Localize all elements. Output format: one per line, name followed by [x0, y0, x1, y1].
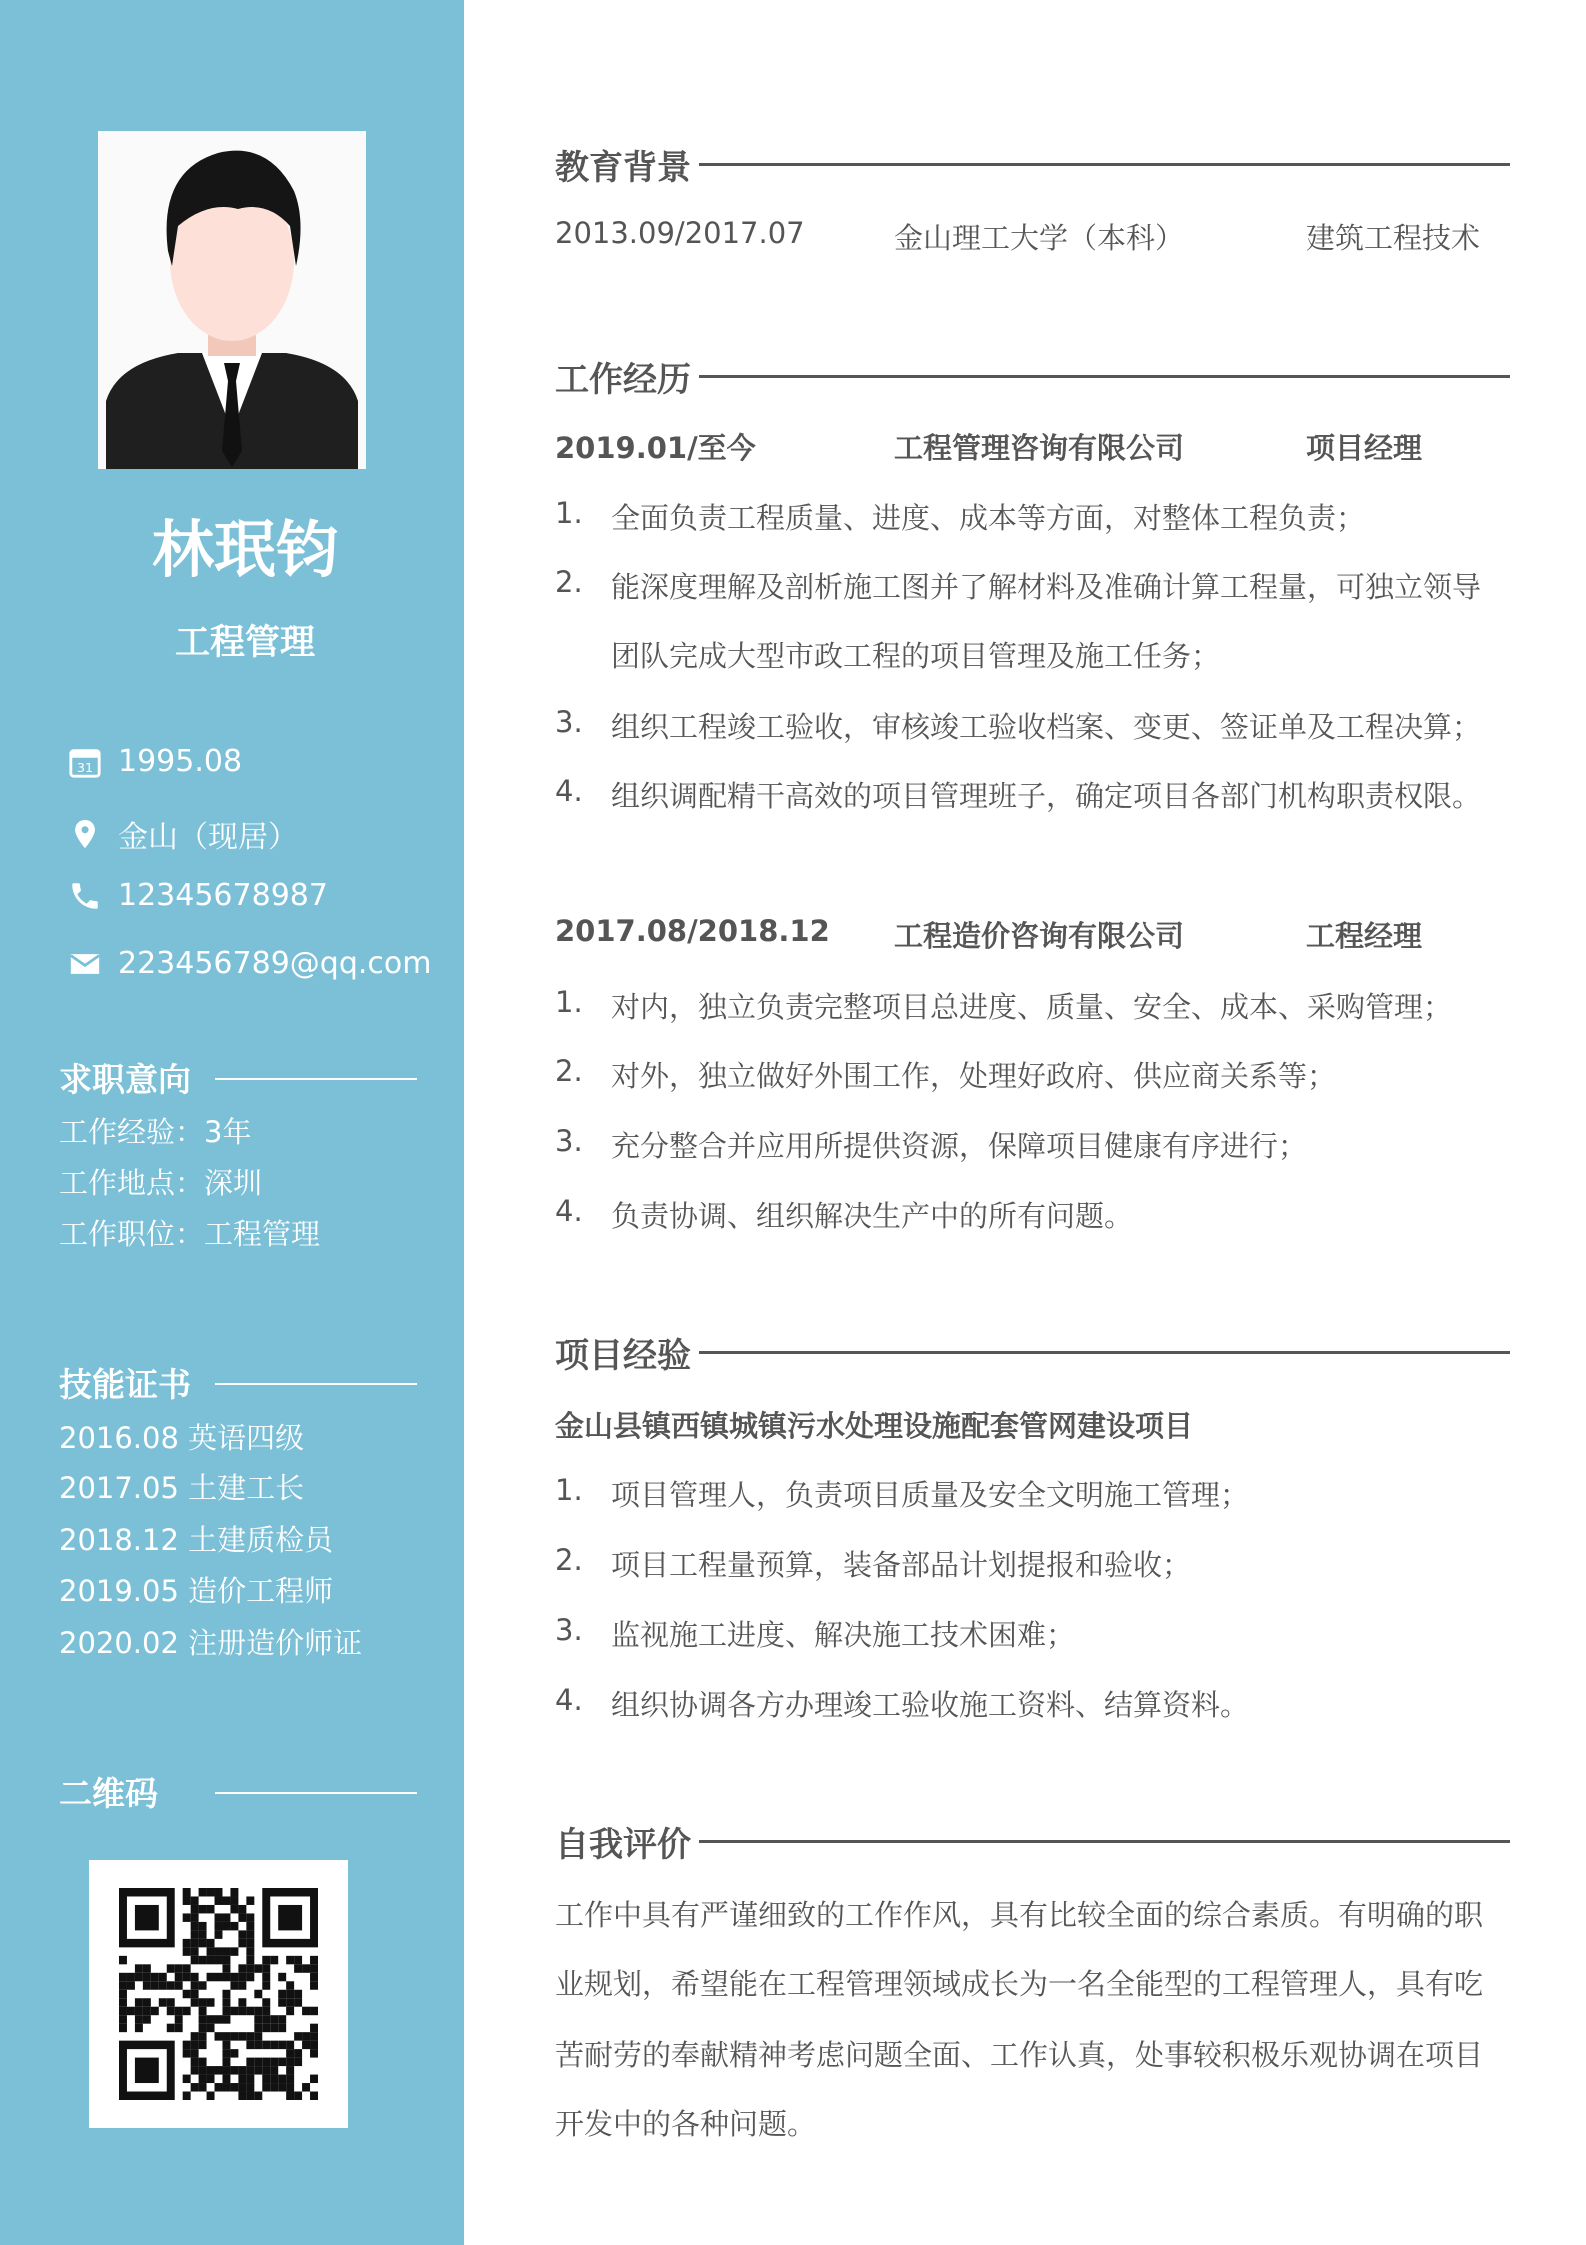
list-number: 4. [555, 1194, 583, 1228]
job-duty: 组织工程竣工验收，审核竣工验收档案、变更、签证单及工程决算； [611, 710, 1482, 744]
project-duty: 项目管理人，负责项目质量及安全文明施工管理； [611, 1478, 1250, 1512]
project-duty: 组织协调各方办理竣工验收施工资料、结算资料。 [611, 1688, 1250, 1722]
job-company: 工程管理咨询有限公司 [894, 431, 1185, 465]
project-duty: 项目工程量预算，装备部品计划提报和验收； [611, 1548, 1192, 1582]
self-eval-title: 自我评价 [555, 1825, 691, 1865]
divider [215, 1078, 417, 1080]
intent-item: 工作职位：工程管理 [59, 1217, 321, 1251]
job-duty: 负责协调、组织解决生产中的所有问题。 [611, 1199, 1134, 1233]
location-text: 金山（现居） [118, 820, 298, 855]
qr-title: 二维码 [59, 1774, 158, 1813]
list-number: 2. [555, 565, 583, 599]
work-heading [555, 352, 1510, 401]
job-period: 2019.01/至今 [555, 431, 756, 465]
list-number: 1. [555, 985, 583, 1019]
location-pin-icon [68, 817, 102, 851]
education-title: 教育背景 [555, 148, 691, 188]
job-position: 工程经理 [1306, 919, 1423, 953]
phone-text: 12345678987 [118, 878, 328, 913]
intent-title: 求职意向 [59, 1060, 191, 1099]
mail-icon [68, 947, 102, 981]
job-duty: 团队完成大型市政工程的项目管理及施工任务； [611, 639, 1221, 673]
list-number: 1. [555, 496, 583, 530]
list-number: 3. [555, 1124, 583, 1158]
self-eval-heading [555, 1817, 1510, 1866]
education-major: 建筑工程技术 [1306, 221, 1481, 255]
list-number: 2. [555, 1543, 583, 1577]
list-number: 4. [555, 1683, 583, 1717]
project-heading [555, 1328, 1510, 1377]
list-number: 1. [555, 1473, 583, 1507]
self-eval-line: 业规划，希望能在工程管理领域成长为一名全能型的工程管理人，具有吃 [555, 1967, 1484, 2001]
svg-text:31: 31 [76, 760, 94, 776]
job-duty: 组织调配精干高效的项目管理班子，确定项目各部门机构职责权限。 [611, 779, 1482, 813]
education-heading [555, 140, 1510, 189]
email-text: 223456789@qq.com [118, 946, 432, 981]
qr-code [89, 1860, 348, 2128]
divider [215, 1792, 417, 1794]
list-number: 4. [555, 774, 583, 808]
project-name: 金山县镇西镇城镇污水处理设施配套管网建设项目 [555, 1409, 1194, 1443]
contact-email [68, 946, 431, 981]
divider [215, 1383, 417, 1385]
job-period: 2017.08/2018.12 [555, 914, 830, 948]
contact-phone [68, 878, 328, 913]
skill-item: 2018.12 土建质检员 [59, 1523, 334, 1557]
job-duty: 对内，独立负责完整项目总进度、质量、安全、成本、采购管理； [611, 990, 1453, 1024]
candidate-name: 林珉钧 [151, 513, 338, 586]
candidate-role: 工程管理 [174, 623, 315, 663]
job-position: 项目经理 [1306, 431, 1423, 465]
skill-item: 2019.05 造价工程师 [59, 1574, 334, 1608]
skills-heading [59, 1359, 419, 1406]
job-duty: 充分整合并应用所提供资源，保障项目健康有序进行； [611, 1129, 1308, 1163]
project-duty: 监视施工进度、解决施工技术困难； [611, 1618, 1076, 1652]
work-title: 工作经历 [555, 360, 691, 400]
profile-photo [98, 131, 366, 469]
divider [699, 1351, 1510, 1354]
job-duty: 能深度理解及剖析施工图并了解材料及准确计算工程量，可独立领导 [611, 570, 1482, 604]
self-eval-line: 苦耐劳的奉献精神考虑问题全面、工作认真，处事较积极乐观协调在项目 [555, 2038, 1484, 2072]
qr-heading [59, 1768, 419, 1815]
birth-text: 1995.08 [118, 744, 243, 779]
divider [699, 163, 1510, 166]
skill-item: 2016.08 英语四级 [59, 1421, 305, 1455]
project-title: 项目经验 [555, 1336, 691, 1376]
phone-icon [68, 879, 102, 913]
skill-item: 2017.05 土建工长 [59, 1471, 305, 1505]
contact-birth [68, 744, 242, 779]
qr-code-image [119, 1888, 318, 2100]
job-company: 工程造价咨询有限公司 [894, 919, 1185, 953]
intent-item: 工作地点：深圳 [59, 1166, 263, 1200]
skill-item: 2020.02 注册造价师证 [59, 1626, 363, 1660]
job-duty: 全面负责工程质量、进度、成本等方面，对整体工程负责； [611, 501, 1366, 535]
divider [699, 1840, 1510, 1843]
list-number: 3. [555, 1613, 583, 1647]
education-school: 金山理工大学（本科） [894, 221, 1185, 255]
self-eval-line: 开发中的各种问题。 [555, 2107, 817, 2141]
list-number: 2. [555, 1054, 583, 1088]
job-duty: 对外，独立做好外围工作，处理好政府、供应商关系等； [611, 1059, 1337, 1093]
self-eval-line: 工作中具有严谨细致的工作作风，具有比较全面的综合素质。有明确的职 [555, 1898, 1484, 1932]
contact-location [68, 812, 298, 856]
divider [699, 375, 1510, 378]
list-number: 3. [555, 705, 583, 739]
skills-title: 技能证书 [59, 1365, 191, 1404]
intent-heading [59, 1054, 419, 1101]
calendar-icon [68, 745, 102, 779]
intent-item: 工作经验：3年 [59, 1115, 252, 1149]
education-period: 2013.09/2017.07 [555, 216, 805, 250]
